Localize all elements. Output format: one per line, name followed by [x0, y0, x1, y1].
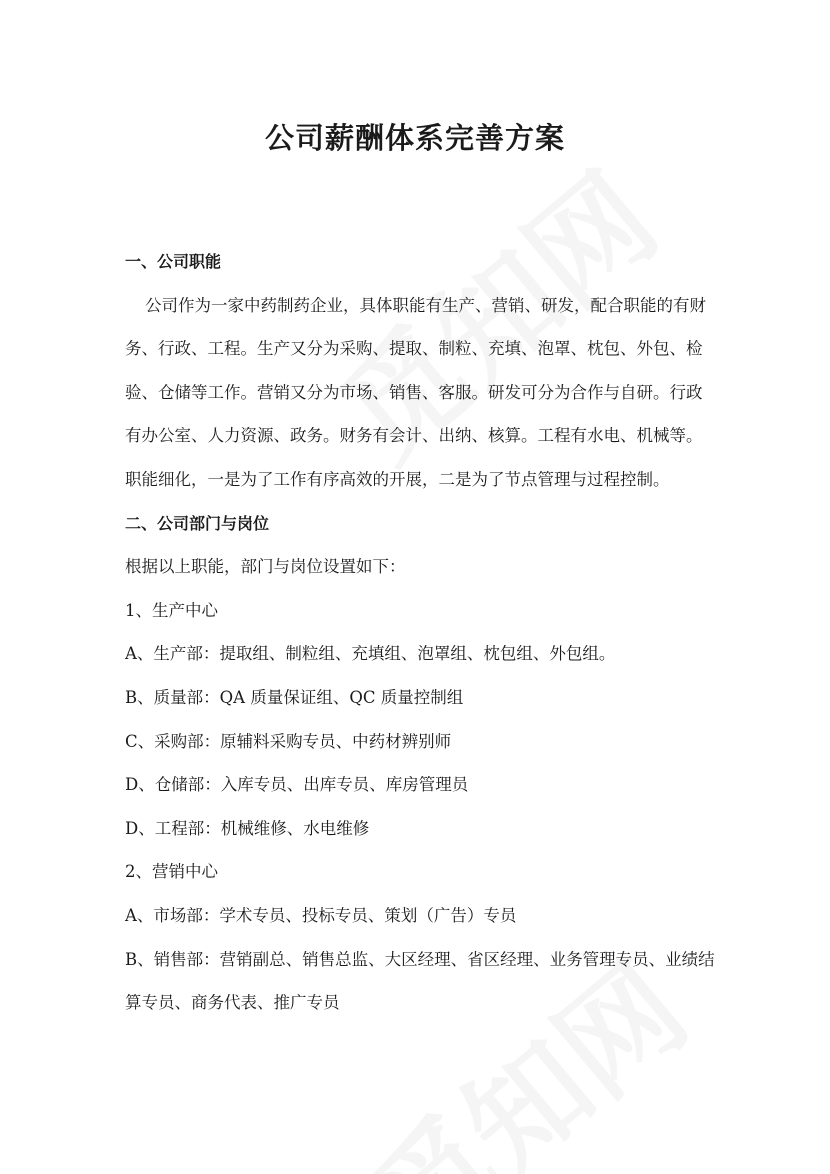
- list-item: 2、营销中心: [125, 862, 218, 882]
- list-item: D、工程部：机械维修、水电维修: [125, 818, 370, 838]
- list-item: B、销售部：营销副总、销售总监、大区经理、省区经理、业务管理专员、业绩结算专员、商务代表、推广专员: [125, 949, 715, 1013]
- list-item: C、采购部：原辅料采购专员、中药材辨别师: [125, 731, 452, 751]
- departments-intro: 根据以上职能，部门与岗位设置如下：: [125, 557, 406, 577]
- functions-paragraph: 公司作为一家中药制药企业，具体职能有生产、营销、研发，配合职能的有财务、行政、工程。生产又分为采购、提取、制粒、充填、泡罩、枕包、外包、检验、仓储等工作。营销又分为市场、销售、客服。研发可分为合作与自研。行政有办公室、人力资源、政务。财务有会计、出纳、核算。工程有水电、机械等。职能细化，一是为了工作有序高效的开展，二是为了节点管理与过程控制。: [125, 295, 706, 489]
- list-item: A、生产部：提取组、制粒组、充填组、泡罩组、枕包组、外包组。: [125, 644, 616, 664]
- section-heading-departments: 二、公司部门与岗位: [125, 513, 270, 533]
- list-item: B、质量部：QA 质量保证组、QC 质量控制组: [125, 687, 464, 707]
- document-body: [125, 240, 715, 1025]
- section-heading-functions: 一、公司职能: [125, 252, 222, 271]
- list-item: D、仓储部：入库专员、出库专员、库房管理员: [125, 775, 469, 795]
- list-item: A、市场部：学术专员、投标专员、策划（广告）专员: [125, 905, 517, 925]
- list-item: 1、生产中心: [125, 600, 218, 620]
- page-title: 公司薪酬体系完善方案: [264, 121, 565, 155]
